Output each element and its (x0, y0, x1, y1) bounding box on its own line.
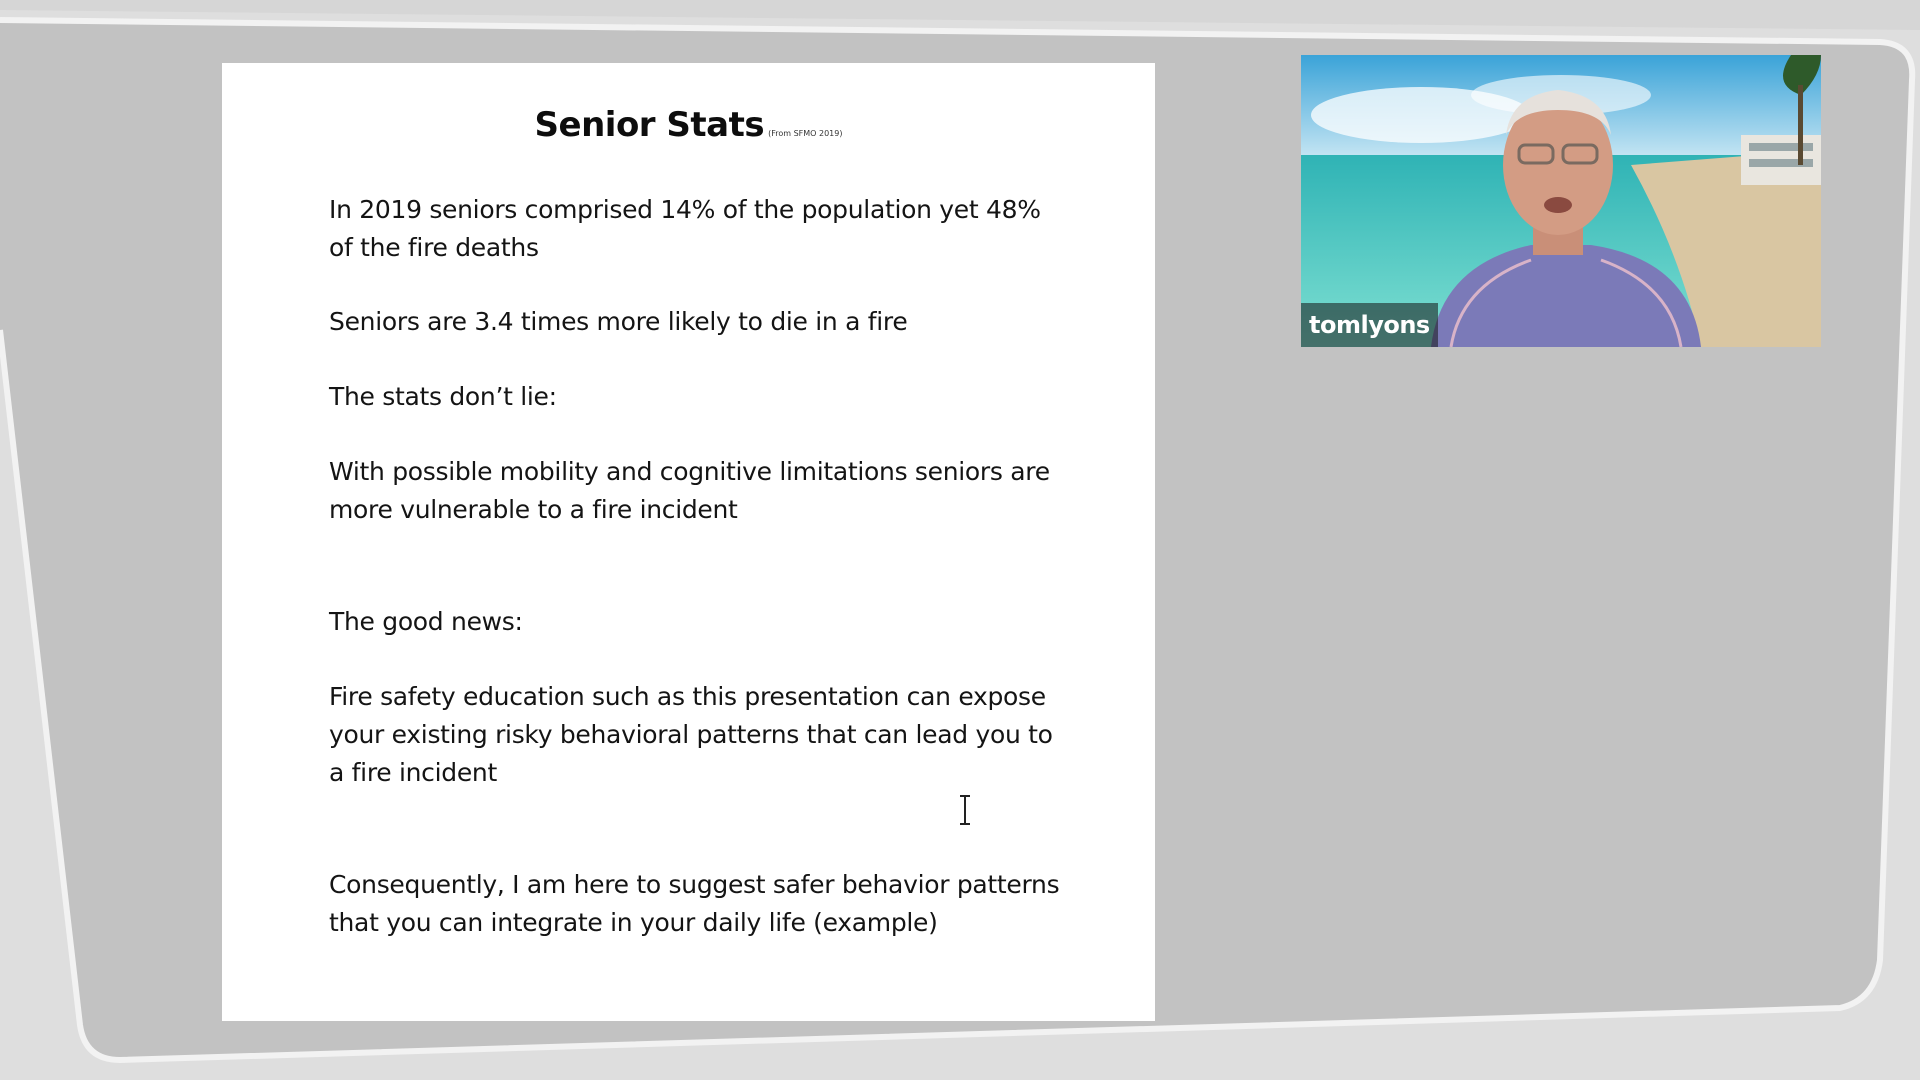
slide-source-note: (From SFMO 2019) (768, 129, 843, 138)
slide-paragraph: Fire safety education such as this presentation can expose your existing risky behavioral patterns that can lead you to a fire incident (329, 682, 1053, 787)
slide-paragraph: Consequently, I am here to suggest safer behavior patterns that you can integrate in your daily life (example) (329, 870, 1060, 937)
text-cursor-icon (958, 794, 972, 826)
slide-paragraph: The stats don’t lie: (329, 382, 557, 411)
slide-title: Senior Stats (534, 105, 765, 145)
participant-name-label: tomlyons (1301, 303, 1438, 347)
slide-paragraph: The good news: (329, 607, 523, 636)
slide-title-row (222, 105, 1155, 145)
slide-paragraph: In 2019 seniors comprised 14% of the population yet 48% of the fire deaths (329, 195, 1041, 262)
slide-paragraph: With possible mobility and cognitive limitations seniors are more vulnerable to a fire incident (329, 457, 1050, 524)
slide-paragraph: Seniors are 3.4 times more likely to die in a fire (329, 307, 908, 336)
participant-video-tile[interactable] (1301, 55, 1821, 347)
shared-slide (222, 63, 1155, 1021)
